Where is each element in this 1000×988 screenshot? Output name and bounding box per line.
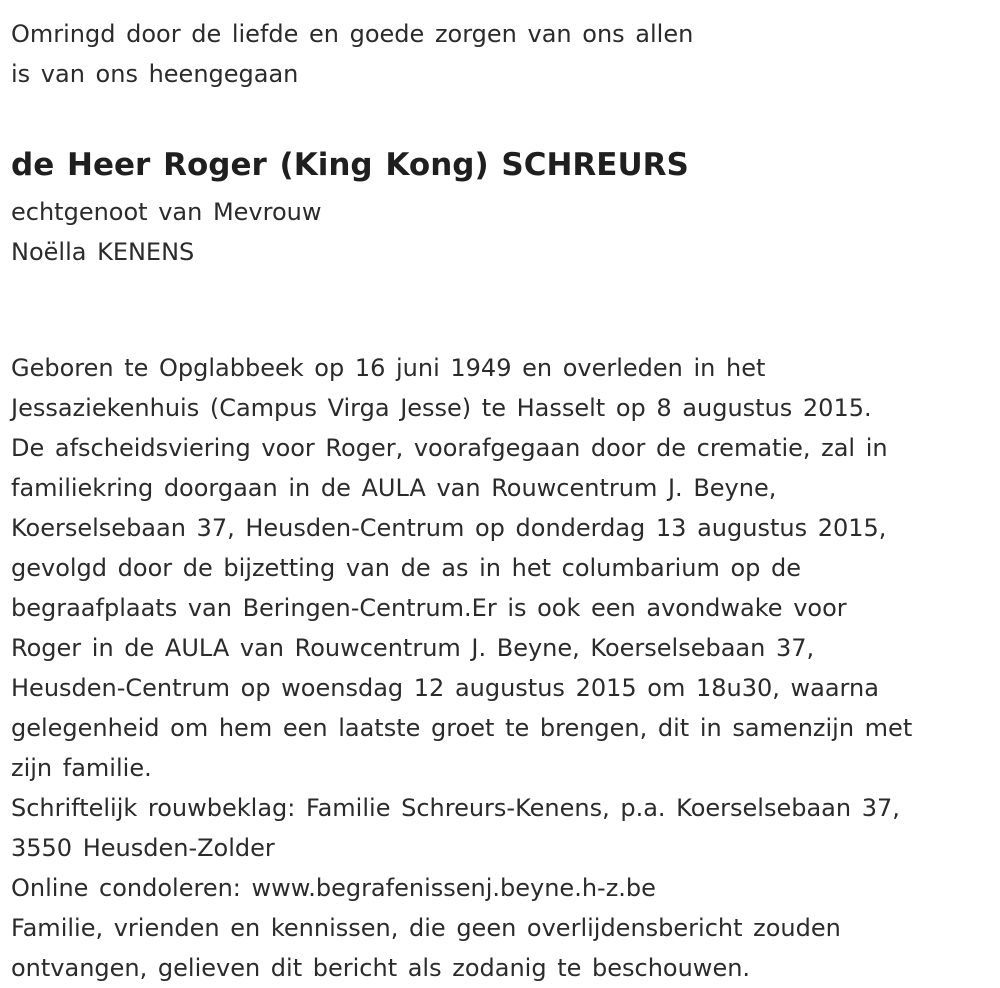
text-line: Online condoleren: www.begrafenissenj.beyne.h-z.be — [11, 874, 656, 902]
text-line: is van ons heengegaan — [11, 60, 299, 88]
text-line: gevolgd door de bijzetting van de as in het columbarium op de — [11, 554, 801, 582]
text-line: ontvangen, gelieven dit bericht als zodanig te beschouwen. — [11, 954, 751, 982]
intro-text — [11, 14, 990, 94]
text-line: familiekring doorgaan in de AULA van Rouwcentrum J. Beyne, — [11, 474, 777, 502]
text-line: Heusden-Centrum op woensdag 12 augustus 2015 om 18u30, waarna — [11, 674, 879, 702]
text-line: Roger in de AULA van Rouwcentrum J. Beyne, Koerselsebaan 37, — [11, 634, 815, 662]
text-line: De afscheidsviering voor Roger, voorafgegaan door de crematie, zal in — [11, 434, 888, 462]
deceased-name: de Heer Roger (King Kong) SCHREURS — [11, 147, 689, 183]
text-line: gelegenheid om hem een laatste groet te brengen, dit in samenzijn met — [11, 714, 913, 742]
text-line: Schriftelijk rouwbeklag: Familie Schreurs-Kenens, p.a. Koerselsebaan 37, — [11, 794, 900, 822]
text-line: 3550 Heusden-Zolder — [11, 834, 275, 862]
text-line: echtgenoot van Mevrouw — [11, 198, 322, 226]
text-line: Omringd door de liefde en goede zorgen van ons allen — [11, 20, 694, 48]
text-line: begraafplaats van Beringen-Centrum.Er is ook een avondwake voor — [11, 594, 847, 622]
text-line: Jessaziekenhuis (Campus Virga Jesse) te Hasselt op 8 augustus 2015. — [11, 394, 872, 422]
text-line: zijn familie. — [11, 754, 152, 782]
relation-text — [11, 192, 990, 272]
text-line: Koerselsebaan 37, Heusden-Centrum op donderdag 13 augustus 2015, — [11, 514, 887, 542]
text-line: Geboren te Opglabbeek op 16 juni 1949 en overleden in het — [11, 354, 766, 382]
text-line: Familie, vrienden en kennissen, die geen overlijdensbericht zouden — [11, 914, 841, 942]
text-line: Noëlla KENENS — [11, 238, 195, 266]
announcement-body — [11, 348, 990, 988]
